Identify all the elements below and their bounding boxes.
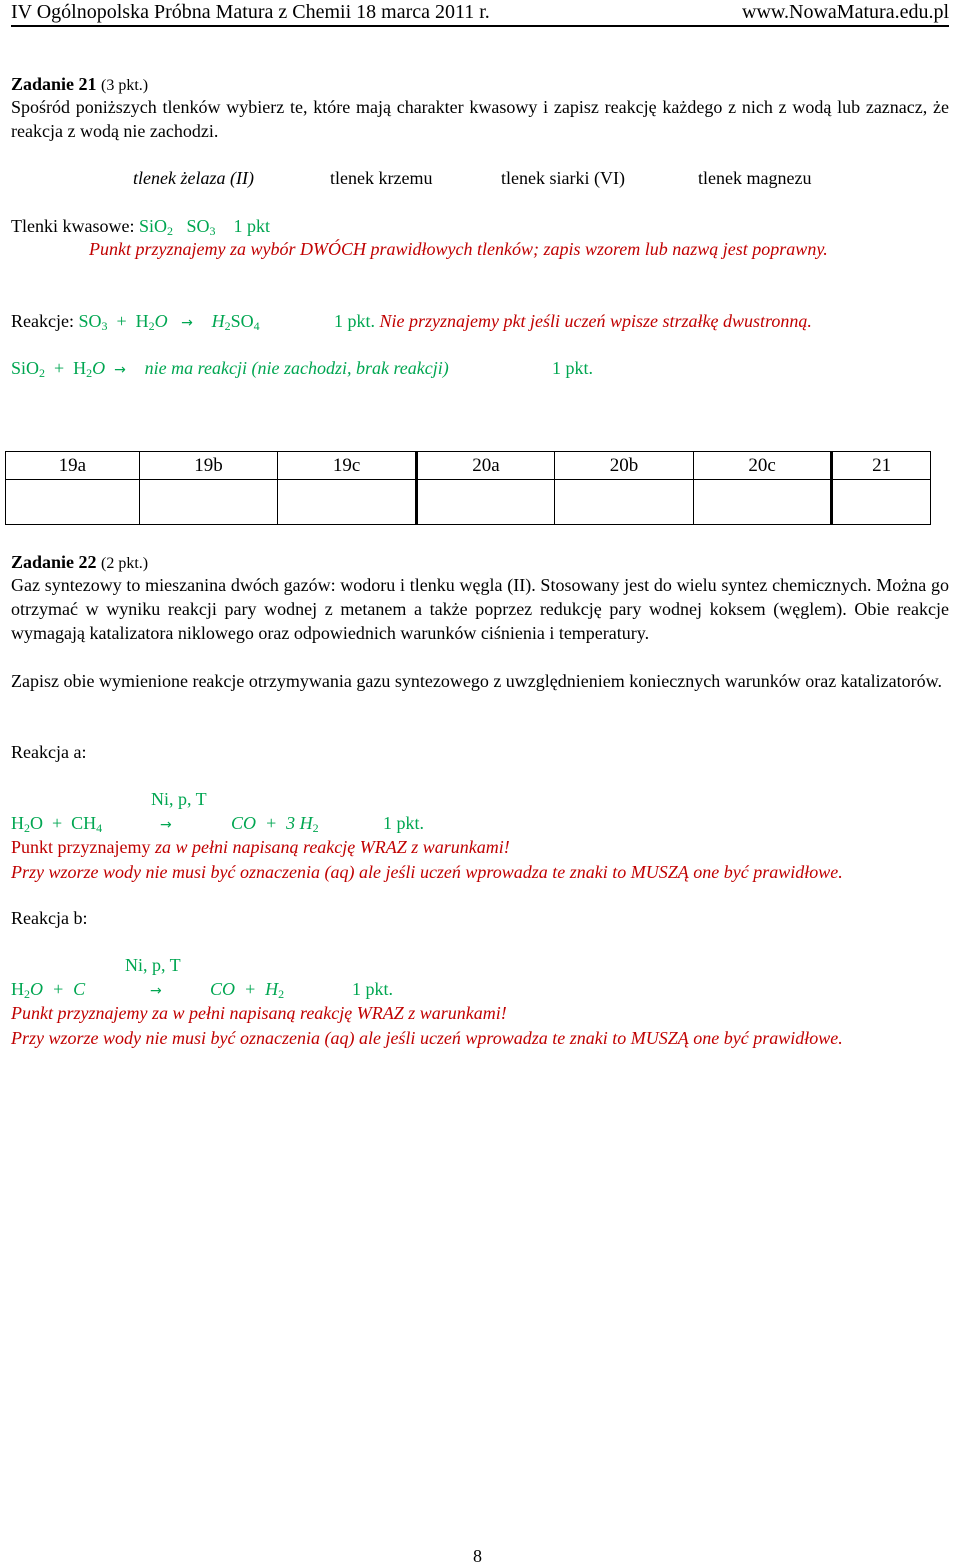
score-col-19c: 19c <box>278 452 416 480</box>
score-col-21: 21 <box>832 452 931 480</box>
score-col-20b: 20b <box>555 452 694 480</box>
task21-points: (3 pkt.) <box>101 77 149 94</box>
reaction-b-label: Reakcja b: <box>11 908 88 928</box>
reaction-b-note-1: Punkt przyznajemy za w pełni napisaną reakcję WRAZ z warunkami! <box>11 1003 507 1023</box>
arrow-icon: → <box>114 362 126 378</box>
task22-paragraph-2: Zapisz obie wymienione reakcje otrzymywania gazu syntezowego z uwzględnieniem koniecznych warunków oraz katalizatorów. <box>11 671 942 691</box>
reaction-2-points: 1 pkt. <box>552 358 594 378</box>
score-col-19a: 19a <box>6 452 140 480</box>
arrow-icon: → <box>150 983 162 999</box>
score-cell-19b[interactable] <box>139 480 278 525</box>
task22-points: (2 pkt.) <box>101 555 149 572</box>
reaction-1-note: Nie przyznajemy pkt jeśli uczeń wpisze strzałkę dwustronną. <box>379 311 812 331</box>
score-cell-21[interactable] <box>832 480 931 525</box>
score-table-header-row <box>6 452 931 480</box>
reaction-a-label: Reakcja a: <box>11 742 87 762</box>
oxide-1: tlenek żelaza (II) <box>133 168 254 188</box>
reaction-b-equation: $H_2O + C$ <box>11 979 86 1001</box>
reaction-b-points: 1 pkt. <box>352 979 394 999</box>
reaction-a-note-2: Przy wzorze wody nie musi być oznaczenia (aq) ale jeśli uczeń wprowadza te znaki to MUSZĄ one być prawidłowe. <box>11 862 843 882</box>
reaction-a-equation: $H_2O + CH_4$ <box>11 813 103 835</box>
task21-title: Zadanie 21 <box>11 74 97 94</box>
header-title: IV Ogólnopolska Próbna Matura z Chemii 18 marca 2011 r. <box>11 1 490 23</box>
reaction-1-line <box>11 311 260 333</box>
acidic-label: Tlenki kwasowe: <box>11 216 135 236</box>
reaction-a-conditions: Ni, p, T <box>151 789 207 809</box>
page-number: 8 <box>473 1546 482 1566</box>
acidic-points: 1 pkt <box>233 216 271 236</box>
score-table-entry-row <box>6 480 931 525</box>
reaction-b-note-2: Przy wzorze wody nie musi być oznaczenia (aq) ale jeśli uczeń wprowadza te znaki to MUSZĄ one być prawidłowe. <box>11 1028 843 1048</box>
reactions-label: Reakcje: <box>11 311 74 331</box>
acidic-oxides-line <box>11 216 271 238</box>
page-header <box>11 2 949 22</box>
score-cell-19a[interactable] <box>6 480 140 525</box>
arrow-icon: → <box>160 817 172 833</box>
score-col-20c: 20c <box>693 452 831 480</box>
reaction-a-arrow <box>160 814 186 832</box>
oxide-2: tlenek krzemu <box>330 168 433 188</box>
answer-so3: $SO_3$ <box>186 216 216 238</box>
reaction-b-conditions: Ni, p, T <box>125 955 181 975</box>
oxide-3: tlenek siarki (VI) <box>501 168 625 188</box>
reaction-a-points: 1 pkt. <box>383 813 425 833</box>
oxide-4: tlenek magnezu <box>698 168 812 188</box>
reaction-b-arrow <box>150 980 176 998</box>
task21-instruction: Spośród poniższych tlenków wybierz te, które mają charakter kwasowy i zapisz reakcję każdego z nich z wodą lub zaznacz, że reakcja z wodą nie zachodzi. <box>11 97 949 141</box>
reaction-a-products: CO + 3 $H_2$ <box>231 813 319 835</box>
header-website: www.NowaMatura.edu.pl <box>742 1 949 23</box>
reaction-1-equation: $SO_3 + H_2O$ → $H_2SO_4$ <box>78 311 260 333</box>
score-cell-19c[interactable] <box>278 480 416 525</box>
reaction-2-line <box>11 358 449 380</box>
reaction-2-equation: $SiO_2 + H_2O$ → nie ma reakcji (nie zachodzi, brak reakcji) <box>11 358 449 380</box>
score-cell-20a[interactable] <box>416 480 554 525</box>
score-col-20a: 20a <box>416 452 554 480</box>
task22-heading <box>11 553 148 572</box>
score-col-19b: 19b <box>139 452 278 480</box>
header-rule <box>11 25 949 27</box>
reaction-b-products: CO + $H_2$ <box>210 979 285 1001</box>
task22-paragraph-1: Gaz syntezowy to mieszanina dwóch gazów: wodoru i tlenku węgla (II). Stosowany jest do wielu syntez chemicznych. Można go otrzymać w wyniku reakcji pary wodnej z metanem a także poprzez redukcję pary wodnej koksem (węglem). Obie reakcje wymagają katalizatora niklowego oraz odpowiednich warunków ciśnienia i temperatury. <box>11 575 949 643</box>
answer-sio2: SiO$_2$ <box>138 216 173 238</box>
task22-title: Zadanie 22 <box>11 552 97 572</box>
reaction-a-note-1: Punkt przyznajemy za w pełni napisaną reakcję WRAZ z warunkami! <box>11 837 510 857</box>
arrow-icon: → <box>181 315 193 331</box>
score-cell-20c[interactable] <box>693 480 831 525</box>
reaction-1-score: 1 pkt. Nie przyznajemy pkt jeśli uczeń wpisze strzałkę dwustronną. <box>334 311 812 331</box>
acidic-note: Punkt przyznajemy za wybór DWÓCH prawidłowych tlenków; zapis wzorem lub nazwą jest poprawny. <box>89 239 828 259</box>
task21-heading <box>11 75 148 94</box>
score-cell-20b[interactable] <box>555 480 694 525</box>
score-table <box>5 451 931 525</box>
